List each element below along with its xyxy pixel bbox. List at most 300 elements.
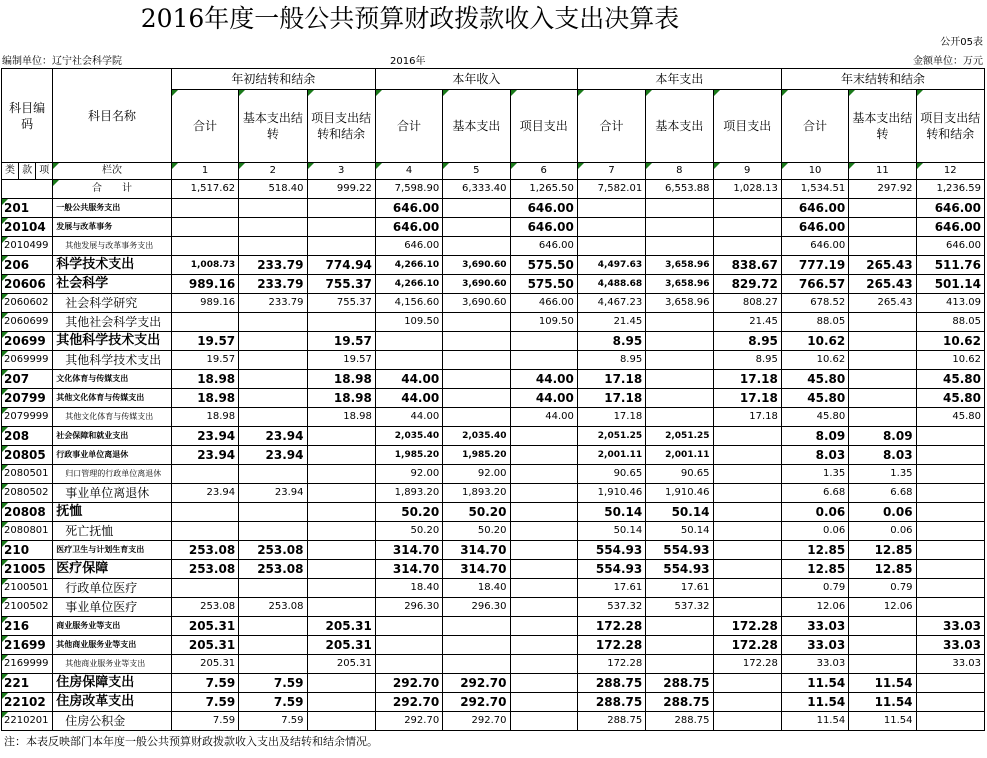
amount-cell: 3,658.96 <box>646 256 713 275</box>
amount-cell: 205.31 <box>307 636 375 655</box>
amount-cell <box>443 237 510 256</box>
subject-code: 210 <box>2 541 53 560</box>
amount-cell <box>713 199 781 218</box>
form-code: 公开05表 <box>940 37 983 48</box>
amount-cell: 233.79 <box>239 275 307 294</box>
amount-cell: 646.00 <box>510 218 577 237</box>
amount-cell: 45.80 <box>781 408 848 427</box>
amount-cell: 205.31 <box>171 655 238 674</box>
amount-cell: 554.93 <box>577 541 645 560</box>
amount-cell <box>307 598 375 617</box>
amount-cell: 8.95 <box>577 351 645 370</box>
amount-cell: 3,690.60 <box>443 275 510 294</box>
amount-cell <box>849 351 916 370</box>
amount-cell <box>646 218 713 237</box>
subject-name: 其他科学技术支出 <box>53 332 172 351</box>
amount-cell: 288.75 <box>646 712 713 731</box>
amount-cell: 7.59 <box>171 674 238 693</box>
amount-cell <box>443 351 510 370</box>
table-row <box>2 199 985 218</box>
amount-cell: 554.93 <box>646 560 713 579</box>
amount-cell: 18.40 <box>443 579 510 598</box>
amount-cell: 292.70 <box>375 693 442 712</box>
amount-cell: 8.03 <box>781 446 848 465</box>
amount-cell: 3,658.96 <box>646 294 713 313</box>
total-code-cell <box>2 180 53 199</box>
amount-cell: 50.14 <box>646 522 713 541</box>
column-number: 8 <box>646 163 713 180</box>
amount-cell: 44.00 <box>375 370 442 389</box>
amount-cell: 253.08 <box>171 598 238 617</box>
total-label: 合 计 <box>53 180 172 199</box>
table-row <box>2 313 985 332</box>
subject-code: 2069999 <box>2 351 53 370</box>
amount-cell: 646.00 <box>375 199 442 218</box>
amount-cell: 0.79 <box>849 579 916 598</box>
amount-cell: 10.62 <box>916 351 984 370</box>
amount-cell: 17.61 <box>577 579 645 598</box>
amount-cell: 292.70 <box>443 693 510 712</box>
amount-cell: 45.80 <box>781 389 848 408</box>
amount-cell <box>307 693 375 712</box>
amount-cell: 646.00 <box>781 199 848 218</box>
subject-code: 2100502 <box>2 598 53 617</box>
amount-cell: 1.35 <box>781 465 848 484</box>
amount-cell: 7.59 <box>239 693 307 712</box>
table-row <box>2 655 985 674</box>
total-value: 7,582.01 <box>577 180 645 199</box>
amount-cell <box>510 446 577 465</box>
amount-cell: 829.72 <box>713 275 781 294</box>
amount-cell: 646.00 <box>916 218 984 237</box>
amount-cell: 45.80 <box>916 389 984 408</box>
amount-cell: 646.00 <box>781 218 848 237</box>
amount-cell: 233.79 <box>239 294 307 313</box>
subcol-header: 项目支出结转和结余 <box>307 90 375 163</box>
amount-cell: 90.65 <box>577 465 645 484</box>
subject-code: 2080801 <box>2 522 53 541</box>
amount-cell <box>239 503 307 522</box>
subject-name: 其他文化体育与传媒支出 <box>53 408 172 427</box>
column-number: 1 <box>171 163 238 180</box>
subject-code: 2010499 <box>2 237 53 256</box>
amount-cell <box>171 218 238 237</box>
amount-cell <box>239 579 307 598</box>
subject-name: 死亡抚恤 <box>53 522 172 541</box>
amount-cell <box>171 503 238 522</box>
table-row <box>2 712 985 731</box>
group-header-income: 本年收入 <box>375 69 577 90</box>
amount-cell <box>510 465 577 484</box>
amount-cell: 3,690.60 <box>443 294 510 313</box>
subject-code: 216 <box>2 617 53 636</box>
amount-cell <box>171 579 238 598</box>
amount-cell <box>646 313 713 332</box>
amount-cell: 172.28 <box>577 655 645 674</box>
amount-cell <box>375 655 442 674</box>
amount-cell: 23.94 <box>239 484 307 503</box>
amount-cell <box>849 332 916 351</box>
amount-cell: 12.85 <box>849 541 916 560</box>
total-value: 6,553.88 <box>646 180 713 199</box>
amount-cell: 19.57 <box>171 351 238 370</box>
subject-code: 206 <box>2 256 53 275</box>
amount-cell <box>307 560 375 579</box>
table-row <box>2 294 985 313</box>
subcol-header: 合计 <box>375 90 442 163</box>
amount-cell: 265.43 <box>849 275 916 294</box>
amount-cell: 292.70 <box>375 674 442 693</box>
amount-cell <box>713 237 781 256</box>
amount-cell <box>849 237 916 256</box>
subcol-header: 基本支出结转 <box>849 90 916 163</box>
column-number: 2 <box>239 163 307 180</box>
amount-cell: 0.06 <box>781 522 848 541</box>
table-row <box>2 408 985 427</box>
amount-cell <box>510 503 577 522</box>
amount-cell: 265.43 <box>849 294 916 313</box>
table-row <box>2 332 985 351</box>
amount-cell <box>849 313 916 332</box>
amount-cell: 646.00 <box>916 199 984 218</box>
table-row <box>2 427 985 446</box>
subject-name: 文化体育与传媒支出 <box>53 370 172 389</box>
amount-cell: 23.94 <box>171 484 238 503</box>
column-number: 5 <box>443 163 510 180</box>
amount-cell: 2,035.40 <box>375 427 442 446</box>
amount-cell <box>577 218 645 237</box>
amount-cell: 646.00 <box>375 237 442 256</box>
amount-cell: 23.94 <box>239 446 307 465</box>
amount-cell <box>577 237 645 256</box>
amount-cell <box>443 655 510 674</box>
amount-cell: 50.14 <box>646 503 713 522</box>
amount-cell: 17.18 <box>713 389 781 408</box>
amount-cell: 44.00 <box>510 389 577 408</box>
table-row <box>2 256 985 275</box>
amount-cell: 18.98 <box>171 408 238 427</box>
subject-name: 社会保障和就业支出 <box>53 427 172 446</box>
amount-cell: 205.31 <box>171 617 238 636</box>
amount-cell: 205.31 <box>171 636 238 655</box>
subject-code: 2060699 <box>2 313 53 332</box>
table-row <box>2 598 985 617</box>
amount-cell: 2,035.40 <box>443 427 510 446</box>
subject-code: 22102 <box>2 693 53 712</box>
amount-cell <box>307 313 375 332</box>
subject-name: 其他发展与改革事务支出 <box>53 237 172 256</box>
amount-cell: 554.93 <box>577 560 645 579</box>
amount-cell <box>916 712 984 731</box>
amount-cell <box>239 351 307 370</box>
amount-cell: 253.08 <box>171 541 238 560</box>
amount-cell: 989.16 <box>171 275 238 294</box>
subject-code: 2210201 <box>2 712 53 731</box>
table-row <box>2 579 985 598</box>
amount-cell <box>713 484 781 503</box>
subcol-header: 项目支出 <box>510 90 577 163</box>
amount-cell <box>443 199 510 218</box>
amount-cell <box>713 560 781 579</box>
amount-cell <box>646 351 713 370</box>
amount-cell: 314.70 <box>443 541 510 560</box>
amount-cell <box>646 408 713 427</box>
amount-cell: 17.18 <box>577 408 645 427</box>
amount-cell: 7.59 <box>239 674 307 693</box>
amount-cell: 838.67 <box>713 256 781 275</box>
subject-code: 207 <box>2 370 53 389</box>
total-value: 6,333.40 <box>443 180 510 199</box>
subject-name: 其他文化体育与传媒支出 <box>53 389 172 408</box>
subcol-header: 合计 <box>577 90 645 163</box>
amount-cell: 1,910.46 <box>646 484 713 503</box>
amount-cell <box>849 655 916 674</box>
amount-cell <box>510 541 577 560</box>
amount-cell: 12.06 <box>849 598 916 617</box>
amount-cell: 4,266.10 <box>375 256 442 275</box>
amount-cell: 6.68 <box>781 484 848 503</box>
amount-cell: 253.08 <box>239 598 307 617</box>
amount-cell <box>916 674 984 693</box>
amount-cell: 172.28 <box>577 617 645 636</box>
amount-cell: 19.57 <box>171 332 238 351</box>
subject-code: 201 <box>2 199 53 218</box>
total-value: 7,598.90 <box>375 180 442 199</box>
amount-cell: 172.28 <box>713 617 781 636</box>
total-value: 1,534.51 <box>781 180 848 199</box>
amount-cell: 288.75 <box>646 674 713 693</box>
table-row <box>2 617 985 636</box>
amount-cell <box>171 522 238 541</box>
amount-cell <box>307 199 375 218</box>
table-row <box>2 636 985 655</box>
group-header-opening: 年初结转和结余 <box>171 69 375 90</box>
amount-cell: 646.00 <box>916 237 984 256</box>
amount-cell: 11.54 <box>781 693 848 712</box>
amount-cell <box>713 693 781 712</box>
amount-cell <box>916 427 984 446</box>
amount-cell: 1,910.46 <box>577 484 645 503</box>
table-row <box>2 465 985 484</box>
amount-cell: 1,985.20 <box>443 446 510 465</box>
amount-cell <box>239 218 307 237</box>
amount-cell: 554.93 <box>646 541 713 560</box>
subcol-header: 合计 <box>171 90 238 163</box>
amount-cell: 1,893.20 <box>443 484 510 503</box>
amount-cell <box>916 579 984 598</box>
amount-cell: 12.85 <box>781 560 848 579</box>
column-number: 3 <box>307 163 375 180</box>
amount-cell <box>307 218 375 237</box>
amount-cell <box>375 351 442 370</box>
amount-cell <box>307 465 375 484</box>
amount-cell <box>849 370 916 389</box>
amount-cell: 17.18 <box>577 389 645 408</box>
amount-cell <box>239 636 307 655</box>
amount-cell <box>646 199 713 218</box>
subject-name: 抚恤 <box>53 503 172 522</box>
amount-cell: 646.00 <box>781 237 848 256</box>
amount-cell <box>849 218 916 237</box>
amount-cell: 288.75 <box>577 712 645 731</box>
amount-cell: 4,156.60 <box>375 294 442 313</box>
amount-cell <box>307 237 375 256</box>
amount-cell: 777.19 <box>781 256 848 275</box>
subject-name: 其他科学技术支出 <box>53 351 172 370</box>
amount-cell: 501.14 <box>916 275 984 294</box>
amount-cell <box>307 541 375 560</box>
amount-cell: 205.31 <box>307 617 375 636</box>
total-value: 1,517.62 <box>171 180 238 199</box>
amount-cell <box>239 389 307 408</box>
amount-cell: 6.68 <box>849 484 916 503</box>
report-title: 2016年度一般公共预算财政拨款收入支出决算表 <box>140 4 680 33</box>
table-row <box>2 693 985 712</box>
amount-cell <box>510 560 577 579</box>
amount-cell: 21.45 <box>713 313 781 332</box>
amount-cell <box>510 522 577 541</box>
amount-cell <box>443 617 510 636</box>
subject-name: 住房公积金 <box>53 712 172 731</box>
amount-cell: 8.03 <box>849 446 916 465</box>
amount-cell: 292.70 <box>443 674 510 693</box>
amount-cell: 4,467.23 <box>577 294 645 313</box>
amount-cell <box>239 408 307 427</box>
amount-cell <box>510 351 577 370</box>
amount-cell: 233.79 <box>239 256 307 275</box>
amount-cell: 292.70 <box>375 712 442 731</box>
budget-table <box>1 68 985 731</box>
amount-cell <box>510 332 577 351</box>
amount-cell: 92.00 <box>443 465 510 484</box>
total-value: 297.92 <box>849 180 916 199</box>
rownum-label: 栏次 <box>53 163 172 180</box>
amount-cell <box>443 389 510 408</box>
subject-name: 医疗保障 <box>53 560 172 579</box>
amount-cell <box>307 427 375 446</box>
footnote: 注：本表反映部门本年度一般公共预算财政拨款收入支出及结转和结余情况。 <box>4 735 378 748</box>
group-header-expenditure: 本年支出 <box>577 69 781 90</box>
amount-cell <box>916 446 984 465</box>
amount-cell: 0.06 <box>849 503 916 522</box>
table-row <box>2 503 985 522</box>
subject-code: 20808 <box>2 503 53 522</box>
subject-code: 21005 <box>2 560 53 579</box>
group-header-closing: 年末结转和结余 <box>781 69 984 90</box>
amount-cell: 4,488.68 <box>577 275 645 294</box>
amount-cell <box>916 598 984 617</box>
code-part-kuan: 款 <box>19 163 36 180</box>
amount-cell <box>577 199 645 218</box>
amount-cell: 17.18 <box>577 370 645 389</box>
amount-cell <box>510 674 577 693</box>
amount-cell: 296.30 <box>443 598 510 617</box>
amount-cell: 172.28 <box>713 636 781 655</box>
amount-cell: 44.00 <box>375 389 442 408</box>
amount-cell: 4,497.63 <box>577 256 645 275</box>
table-row <box>2 275 985 294</box>
amount-cell: 413.09 <box>916 294 984 313</box>
amount-cell <box>510 484 577 503</box>
subject-name: 住房改革支出 <box>53 693 172 712</box>
amount-cell: 12.06 <box>781 598 848 617</box>
subcol-header: 基本支出 <box>646 90 713 163</box>
amount-cell: 774.94 <box>307 256 375 275</box>
amount-cell: 766.57 <box>781 275 848 294</box>
table-row <box>2 674 985 693</box>
amount-cell: 50.20 <box>443 503 510 522</box>
amount-cell <box>713 712 781 731</box>
amount-cell: 646.00 <box>510 237 577 256</box>
amount-cell: 109.50 <box>375 313 442 332</box>
amount-cell: 646.00 <box>510 199 577 218</box>
amount-cell <box>646 655 713 674</box>
amount-cell: 314.70 <box>375 541 442 560</box>
amount-cell: 172.28 <box>577 636 645 655</box>
subject-name-header: 科目名称 <box>53 69 172 163</box>
amount-cell: 109.50 <box>510 313 577 332</box>
subject-name: 事业单位医疗 <box>53 598 172 617</box>
amount-cell: 50.14 <box>577 522 645 541</box>
subject-code: 21699 <box>2 636 53 655</box>
amount-cell <box>307 579 375 598</box>
amount-cell <box>713 427 781 446</box>
total-value: 518.40 <box>239 180 307 199</box>
amount-cell: 19.57 <box>307 332 375 351</box>
amount-cell <box>375 636 442 655</box>
amount-cell <box>171 465 238 484</box>
amount-cell: 33.03 <box>916 617 984 636</box>
subject-code: 2080501 <box>2 465 53 484</box>
report-year: 2016年 <box>390 56 426 67</box>
subject-name: 发展与改革事务 <box>53 218 172 237</box>
amount-cell: 10.62 <box>781 351 848 370</box>
subject-code: 20799 <box>2 389 53 408</box>
amount-cell <box>713 674 781 693</box>
amount-cell <box>849 199 916 218</box>
amount-cell <box>916 484 984 503</box>
amount-cell: 33.03 <box>916 655 984 674</box>
reporting-unit: 编制单位：辽宁社会科学院 <box>2 56 122 67</box>
subject-name: 其他商业服务业等支出 <box>53 636 172 655</box>
amount-cell <box>375 332 442 351</box>
amount-cell: 8.95 <box>713 332 781 351</box>
amount-cell <box>916 560 984 579</box>
column-number: 9 <box>713 163 781 180</box>
amount-cell: 11.54 <box>849 674 916 693</box>
amount-cell <box>510 693 577 712</box>
subject-name: 其他社会科学支出 <box>53 313 172 332</box>
amount-cell <box>510 655 577 674</box>
subject-name: 商业服务业等支出 <box>53 617 172 636</box>
amount-cell <box>239 522 307 541</box>
amount-cell: 755.37 <box>307 275 375 294</box>
amount-cell: 3,690.60 <box>443 256 510 275</box>
amount-cell: 0.06 <box>849 522 916 541</box>
amount-cell: 0.79 <box>781 579 848 598</box>
amount-cell <box>713 579 781 598</box>
subject-name: 科学技术支出 <box>53 256 172 275</box>
amount-cell: 575.50 <box>510 256 577 275</box>
amount-cell <box>510 712 577 731</box>
amount-cell: 90.65 <box>646 465 713 484</box>
currency-unit: 金额单位：万元 <box>913 56 983 67</box>
amount-cell: 23.94 <box>171 446 238 465</box>
amount-cell: 678.52 <box>781 294 848 313</box>
amount-cell <box>171 199 238 218</box>
amount-cell: 466.00 <box>510 294 577 313</box>
amount-cell: 0.06 <box>781 503 848 522</box>
